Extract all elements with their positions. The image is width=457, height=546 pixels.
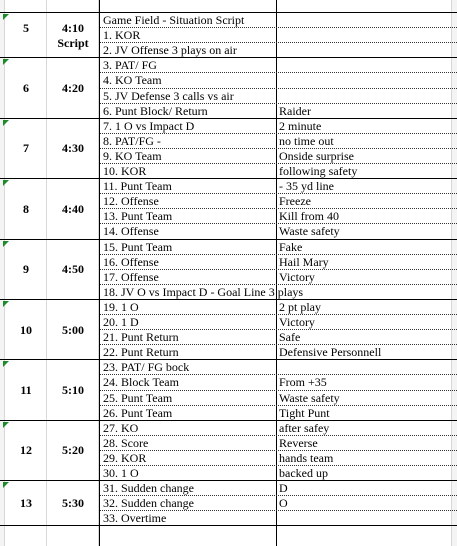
- task-cell[interactable]: 8. PAT/FG -: [103, 133, 161, 148]
- task-cell[interactable]: 28. Score: [103, 435, 149, 450]
- note-cell[interactable]: Victory: [279, 269, 315, 284]
- row-separator: [100, 314, 457, 315]
- row-separator: [100, 495, 457, 496]
- row-separator: [100, 269, 457, 270]
- task-cell[interactable]: 26. Punt Team: [103, 405, 173, 420]
- note-cell[interactable]: Victory: [279, 315, 315, 329]
- task-cell[interactable]: 1. KOR: [103, 28, 141, 43]
- slot-time-label: Script: [57, 36, 89, 51]
- row-separator: [100, 510, 457, 511]
- slot-number: 10: [20, 322, 32, 337]
- comment-marker-icon: [3, 482, 9, 488]
- task-cell[interactable]: 2. JV Offense 3 plays on air: [103, 43, 237, 58]
- note-cell[interactable]: From +35: [279, 375, 327, 390]
- task-cell[interactable]: 3. PAT/ FG: [103, 58, 157, 73]
- task-cell[interactable]: 29. KOR: [103, 450, 147, 465]
- note-cell[interactable]: Hail Mary: [279, 254, 329, 269]
- task-cell[interactable]: 33. Overtime: [103, 511, 167, 526]
- task-cell[interactable]: 21. Punt Return: [103, 330, 179, 345]
- slot-number: 11: [20, 382, 32, 397]
- slot-time: 4:20: [62, 80, 84, 95]
- note-cell[interactable]: 2 pt play: [279, 299, 321, 314]
- note-cell[interactable]: - 35 yd line: [279, 179, 334, 194]
- note-cell[interactable]: after safey: [279, 420, 330, 435]
- group-border: [0, 480, 457, 481]
- note-cell[interactable]: Fake: [279, 239, 303, 254]
- note-cell[interactable]: hands team: [279, 450, 334, 465]
- note-cell[interactable]: D: [279, 481, 288, 496]
- slot-number: 6: [23, 80, 29, 95]
- slot-time: 4:40: [62, 201, 84, 216]
- task-cell[interactable]: 32. Sudden change: [103, 496, 194, 511]
- task-cell[interactable]: 24. Block Team: [103, 375, 179, 390]
- task-cell[interactable]: 14. Offense: [103, 224, 159, 239]
- task-cell[interactable]: 12. Offense: [103, 194, 159, 209]
- row-separator: [100, 193, 457, 194]
- task-cell[interactable]: 5. JV Defense 3 calls vs air: [103, 88, 234, 103]
- slot-time: 4:30: [62, 141, 84, 156]
- comment-marker-icon: [3, 422, 9, 428]
- row-separator: [100, 254, 457, 255]
- group-border: [0, 299, 457, 300]
- task-cell[interactable]: 19. 1 O: [103, 299, 139, 314]
- note-cell[interactable]: no time out: [279, 133, 334, 148]
- table-bottom-border: [0, 525, 457, 526]
- task-cell[interactable]: 27. KO: [103, 420, 139, 435]
- row-separator: [100, 223, 457, 224]
- task-cell[interactable]: 6. Punt Block/ Return: [103, 103, 208, 118]
- row-separator: [100, 208, 457, 209]
- comment-marker-icon: [3, 14, 9, 20]
- note-cell[interactable]: following safety: [279, 164, 358, 178]
- task-cell[interactable]: 22. Punt Return: [103, 345, 179, 360]
- note-cell[interactable]: Kill from 40: [279, 209, 339, 224]
- slot-time: 5:30: [62, 496, 84, 511]
- slot-number: 7: [23, 141, 29, 156]
- row-separator: [100, 344, 457, 345]
- note-cell[interactable]: Waste safety: [279, 224, 340, 239]
- note-cell[interactable]: backed up: [279, 466, 328, 480]
- row-separator: [100, 465, 457, 466]
- group-border: [0, 359, 457, 360]
- note-cell[interactable]: Freeze: [279, 194, 311, 209]
- task-cell[interactable]: 10. KOR: [103, 164, 147, 178]
- slot-time: 5:10: [62, 382, 84, 397]
- slot-number: 8: [23, 201, 29, 216]
- task-cell[interactable]: Game Field - Situation Script: [103, 13, 245, 27]
- row-separator: [100, 133, 457, 134]
- note-cell[interactable]: Onside surprise: [279, 148, 354, 163]
- task-cell[interactable]: 11. Punt Team: [103, 179, 172, 194]
- task-cell[interactable]: 20. 1 D: [103, 315, 139, 329]
- slot-time: 5:00: [62, 322, 84, 337]
- group-border: [0, 118, 457, 119]
- comment-marker-icon: [3, 301, 9, 307]
- row-separator: [100, 435, 457, 436]
- grid-line-col1: [46, 0, 47, 546]
- note-cell[interactable]: Safe: [279, 330, 301, 345]
- task-cell[interactable]: 13. Punt Team: [103, 209, 173, 224]
- task-cell[interactable]: 18. JV O vs Impact D - Goal Line 3 plays: [103, 284, 304, 299]
- note-cell[interactable]: Tight Punt: [279, 405, 330, 420]
- row-separator: [100, 284, 457, 285]
- task-cell[interactable]: 23. PAT/ FG bock: [103, 360, 190, 375]
- task-cell[interactable]: 4. KO Team: [103, 73, 162, 88]
- row-separator: [100, 329, 457, 330]
- slot-time: 4:10: [62, 21, 84, 36]
- row-separator: [100, 27, 457, 28]
- group-border: [0, 57, 457, 58]
- comment-marker-icon: [3, 59, 9, 65]
- slot-number: 5: [23, 21, 29, 36]
- task-cell[interactable]: 9. KO Team: [103, 148, 162, 163]
- group-border: [0, 420, 457, 421]
- note-cell[interactable]: Raider: [279, 103, 311, 118]
- row-separator: [100, 450, 457, 451]
- slot-number: 13: [20, 496, 32, 511]
- comment-marker-icon: [3, 361, 9, 367]
- note-cell[interactable]: O: [279, 496, 288, 511]
- task-cell[interactable]: 25. Punt Team: [103, 390, 173, 405]
- task-cell[interactable]: 7. 1 O vs Impact D: [103, 118, 195, 133]
- task-cell[interactable]: 17. Offense: [103, 269, 159, 284]
- comment-marker-icon: [3, 180, 9, 186]
- row-separator: [100, 374, 457, 375]
- slot-time: 4:50: [62, 262, 84, 277]
- slot-number: 12: [20, 443, 32, 458]
- row-separator: [100, 88, 457, 89]
- note-cell[interactable]: Waste safety: [279, 390, 340, 405]
- grid-line-left: [4, 0, 5, 546]
- task-cell[interactable]: 30. 1 O: [103, 466, 139, 480]
- comment-marker-icon: [3, 241, 9, 247]
- note-cell[interactable]: 2 minute: [279, 118, 322, 133]
- task-cell[interactable]: 15. Punt Team: [103, 239, 173, 254]
- group-border: [0, 12, 457, 13]
- note-cell[interactable]: Reverse: [279, 435, 318, 450]
- row-separator: [100, 148, 457, 149]
- slot-time: 5:20: [62, 443, 84, 458]
- note-cell[interactable]: Defensive Personnell: [279, 345, 382, 360]
- row-separator: [100, 103, 457, 104]
- row-separator: [100, 405, 457, 406]
- task-cell[interactable]: 31. Sudden change: [103, 481, 194, 496]
- row-separator: [100, 42, 457, 43]
- row-separator: [100, 72, 457, 73]
- group-border: [0, 239, 457, 240]
- row-separator: [100, 390, 457, 391]
- row-separator: [100, 163, 457, 164]
- group-border: [0, 178, 457, 179]
- slot-number: 9: [23, 262, 29, 277]
- comment-marker-icon: [3, 120, 9, 126]
- task-cell[interactable]: 16. Offense: [103, 254, 159, 269]
